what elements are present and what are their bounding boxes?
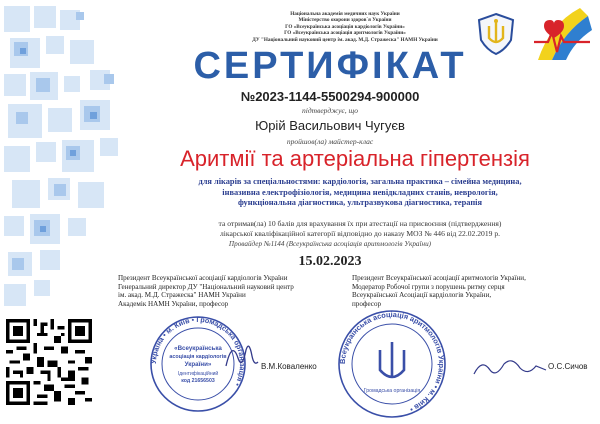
issuer-line: Національна академія медичних наук України — [290, 11, 400, 17]
signatory-right-name: О.С.Сичов — [548, 362, 588, 371]
issue-date: 15.02.2023 — [298, 254, 362, 269]
issuer-line: ГО «Всеукраїнська асоціація аритмологів України» — [284, 30, 406, 37]
points-line: лікарської кваліфікаційної категорії відповідно до наказу МОЗ № 446 від 22.02.2019 р. — [219, 228, 501, 238]
specialties-line: інвазивна електрофізіологія, медицина невідкладних станів, неврологія, — [222, 187, 498, 197]
signature-left — [222, 336, 262, 376]
signature-right — [470, 352, 550, 382]
course-title: Аритмії та артеріальна гіпертензія — [180, 146, 530, 171]
signatory-left-name: В.М.Коваленко — [261, 362, 317, 371]
arrhythmologists-stamp — [336, 308, 448, 420]
issuer-line: ДУ "Національний науковий центр ім. акад. М.Д. Стражеска" НАМН України — [252, 36, 438, 43]
signatory-right-line: Всеукраїнської Асоціації кардіологів України, — [352, 291, 492, 300]
certificate-number: №2023-1144-5500294-900000 — [240, 89, 420, 104]
signatory-left-line: Генеральний директор ДУ "Національний науковий центр — [118, 282, 294, 291]
certificate-title: СЕРТИФІКАТ — [193, 45, 467, 87]
issuer-header — [215, 11, 475, 43]
specialties-text — [150, 177, 570, 209]
nams-emblem-icon — [475, 12, 517, 56]
stamp-right-outer-text: Всеукраїнська асоціація аритмологів України • м. Київ • — [337, 309, 447, 415]
issuer-line: Міністерство охорони здоров`я України — [298, 17, 392, 24]
signatory-left-line: Президент Всеукраїнської асоціації кардіологів України — [118, 274, 288, 282]
stamp-left-line: Ідентифікаційний — [177, 371, 219, 377]
signatory-right-line: професор — [352, 299, 382, 308]
stamp-left-line: асоціація кардіологів — [169, 354, 227, 360]
signatory-right-titles — [352, 274, 592, 308]
issuer-line: ГО «Всеукраїнська асоціація кардіологів України» — [285, 23, 405, 30]
completed-text: пройшов(ла) майстер-клас — [286, 137, 374, 146]
signatory-left-titles — [118, 274, 343, 308]
provider-text: Провайдер №1144 (Всеукраїнська асоціація аритмологів України) — [228, 240, 432, 248]
specialties-line: функціональна діагностика, ультразвукова діагностика, терапія — [237, 198, 483, 208]
stamp-left-line: України» — [184, 361, 212, 368]
signatory-left-line: ім. акад. М.Д. Стражеска" НАМН України — [118, 291, 246, 300]
qr-code — [6, 319, 92, 405]
stamp-left-line: «Всеукраїнська — [174, 345, 222, 352]
signatory-right-line: Президент Всеукраїнської асоціації аритмологів України, — [352, 274, 526, 282]
arrhythmology-logo-icon — [530, 6, 594, 62]
stamp-left-line: код 21656503 — [181, 378, 215, 384]
signatory-left-line: Академік НАМН України, професор — [118, 299, 229, 308]
confirms-text: підтверджує, що — [302, 106, 358, 115]
stamp-right-inner-text: Громадська організація — [363, 388, 421, 394]
points-line: та отримав(ла) 10 балів для врахування їх при атестації на присвоєння (підтвердження) — [218, 219, 502, 228]
specialties-line: для лікарів за спеціальностями: кардіологія, загальна практика – сімейна медицина, — [198, 177, 522, 186]
holder-name: Юрій Васильович Чугуєв — [255, 118, 405, 133]
stamp-left-outer-text: Україна • м. Київ • Громадська організація • — [148, 314, 248, 388]
signatory-right-line: Модератор Робочої групи з порушень ритму серця — [352, 282, 505, 291]
points-text — [140, 219, 580, 238]
